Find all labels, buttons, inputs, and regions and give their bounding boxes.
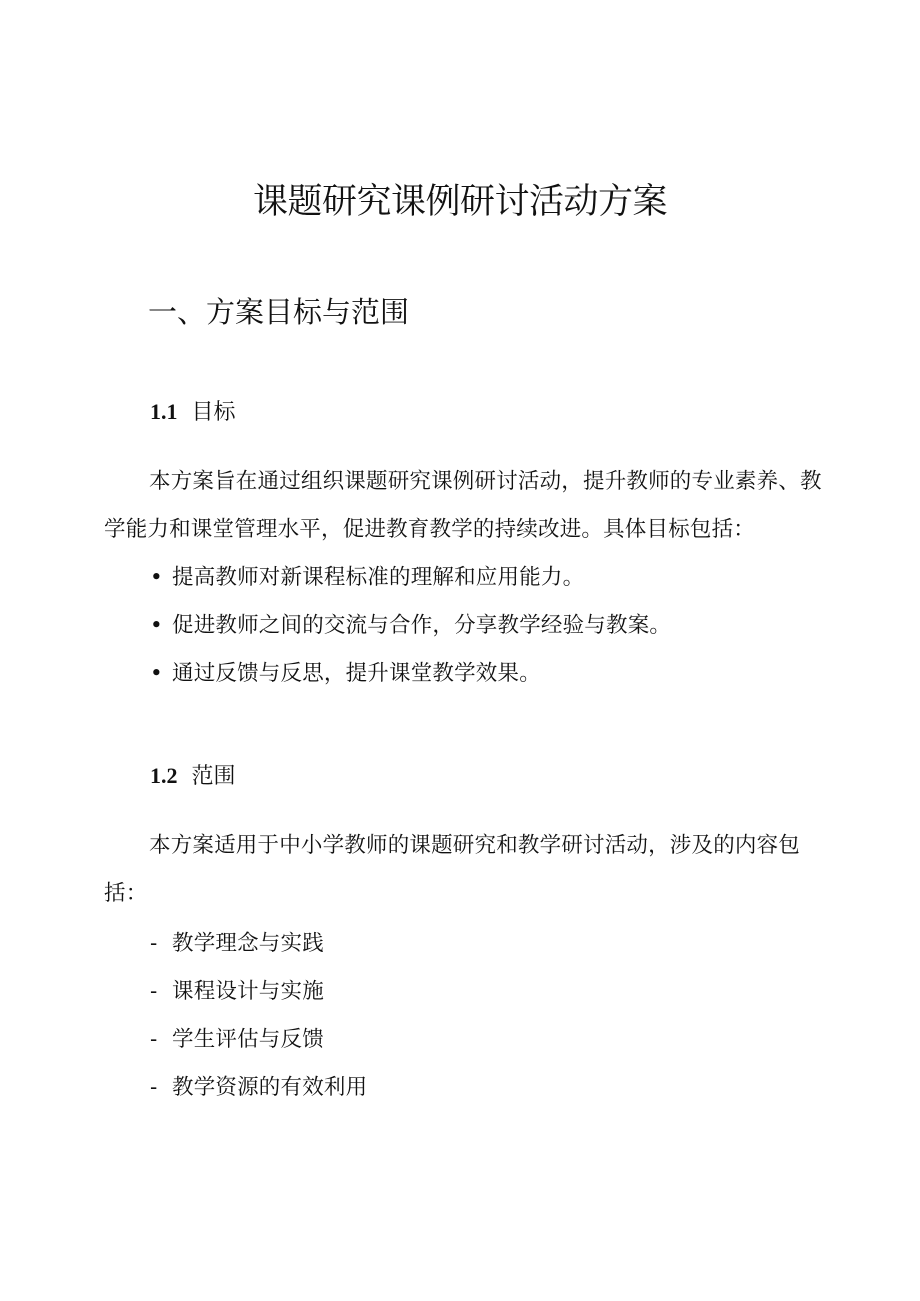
dash-marker: -	[150, 1075, 158, 1100]
bullet-marker: •	[150, 613, 163, 638]
list-item	[150, 658, 541, 690]
subsection-number: 1.2	[150, 763, 178, 788]
list-item-text: 促进教师之间的交流与合作，分享教学经验与教案。	[172, 613, 672, 638]
subsection-title: 范围	[191, 764, 236, 789]
list-item	[150, 976, 324, 1008]
goals-paragraph: 本方案旨在通过组织课题研究课例研讨活动，提升教师的专业素养、教学能力和课堂管理水平，促进教育教学的持续改进。具体目标包括：	[104, 469, 822, 542]
dash-marker: -	[150, 979, 158, 1004]
list-item	[150, 1072, 367, 1104]
list-item-text: 提高教师对新课程标准的理解和应用能力。	[172, 565, 585, 590]
list-item	[150, 1024, 324, 1056]
bullet-marker: •	[150, 565, 163, 590]
subsection-number: 1.1	[150, 399, 178, 424]
subsection-heading-goals	[150, 396, 236, 429]
list-item-text: 通过反馈与反思，提升课堂教学效果。	[172, 661, 541, 686]
list-item-text: 课程设计与实施	[172, 979, 324, 1004]
subsection-heading-scope	[150, 760, 236, 793]
section-heading: 一、方案目标与范围	[148, 295, 410, 329]
dash-marker: -	[150, 1027, 158, 1052]
list-item-text: 教学理念与实践	[172, 931, 324, 956]
scope-paragraph: 本方案适用于中小学教师的课题研究和教学研讨活动，涉及的内容包括：	[104, 833, 801, 906]
dash-marker: -	[150, 931, 158, 956]
list-item	[150, 610, 671, 642]
list-item-text: 学生评估与反馈	[172, 1027, 324, 1052]
document-title: 课题研究课例研讨活动方案	[252, 182, 667, 222]
subsection-title: 目标	[191, 400, 236, 425]
list-item-text: 教学资源的有效利用	[172, 1075, 368, 1100]
bullet-marker: •	[150, 661, 163, 686]
list-item	[150, 928, 324, 960]
list-item	[150, 562, 584, 594]
